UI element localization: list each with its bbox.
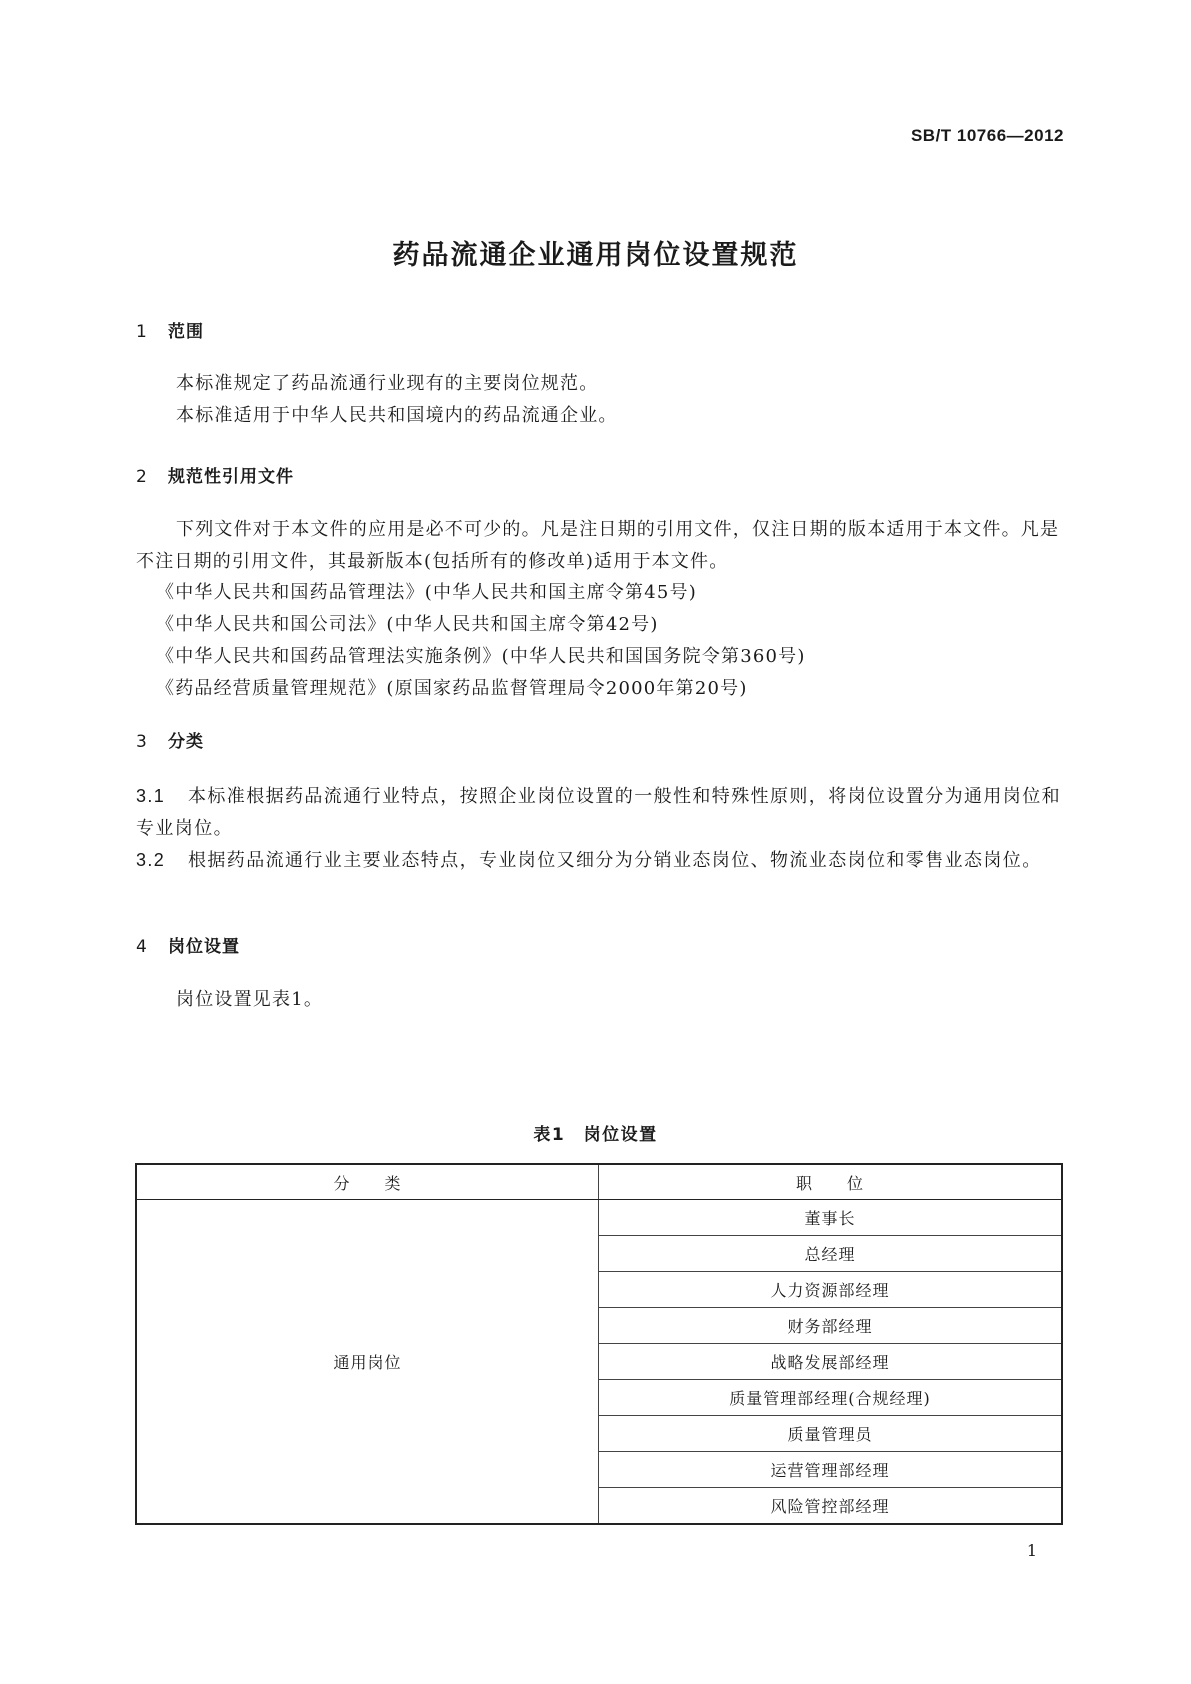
section-3-heading [136,727,204,752]
section-title: 分类 [168,732,204,752]
clause-text: 本标准根据药品流通行业特点，按照企业岗位设置的一般性和特殊性原则，将岗位设置分为通用岗位和专业岗位。 [136,786,1061,839]
table-header-row [136,1164,1062,1200]
position-cell: 质量管理员 [599,1416,1063,1452]
section-title: 岗位设置 [168,937,240,957]
position-cell: 财务部经理 [599,1308,1063,1344]
section-title: 规范性引用文件 [168,467,294,487]
standard-code: SB/T 10766—2012 [910,126,1064,145]
reference-item: 《药品经营质量管理规范》(原国家药品监督管理局令2000年第20号) [156,678,748,699]
section-number: 3 [136,732,148,752]
section-number: 1 [136,322,148,342]
column-header-position: 职 位 [599,1164,1063,1200]
position-cell: 董事长 [599,1200,1063,1236]
position-cell: 人力资源部经理 [599,1272,1063,1308]
reference-item: 《中华人民共和国药品管理法》(中华人民共和国主席令第45号) [156,582,697,603]
section-4-paragraph: 岗位设置见表1。 [176,989,324,1010]
section-1-paragraph-2: 本标准适用于中华人民共和国境内的药品流通企业。 [176,405,618,426]
clause-3-1 [136,780,1064,845]
section-number: 4 [136,937,148,957]
clause-text: 根据药品流通行业主要业态特点，专业岗位又细分为分销业态岗位、物流业态岗位和零售业态岗位。 [188,850,1042,871]
position-cell: 总经理 [599,1236,1063,1272]
column-header-category: 分 类 [136,1164,599,1200]
section-number: 2 [136,467,148,487]
position-cell: 运营管理部经理 [599,1452,1063,1488]
section-2-intro: 下列文件对于本文件的应用是必不可少的。凡是注日期的引用文件，仅注日期的版本适用于本文件。凡是不注日期的引用文件，其最新版本(包括所有的修改单)适用于本文件。 [136,519,1060,572]
position-cell: 质量管理部经理(合规经理) [599,1380,1063,1416]
position-cell: 风险管控部经理 [599,1488,1063,1525]
position-cell: 战略发展部经理 [599,1344,1063,1380]
clause-number: 3.1 [136,786,166,806]
clause-3-2 [136,844,1064,877]
section-1-heading [136,317,204,342]
clause-number: 3.2 [136,850,166,870]
section-2-heading [136,462,294,487]
positions-table [135,1163,1063,1525]
section-4-heading [136,932,240,957]
document-title: 药品流通企业通用岗位设置规范 [392,240,799,271]
page-number: 1 [1026,1541,1037,1560]
reference-item: 《中华人民共和国公司法》(中华人民共和国主席令第42号) [156,614,659,635]
reference-item: 《中华人民共和国药品管理法实施条例》(中华人民共和国国务院令第360号) [156,646,806,667]
section-1-paragraph-1: 本标准规定了药品流通行业现有的主要岗位规范。 [176,373,599,394]
table-row [136,1200,1062,1236]
table-caption: 表1 岗位设置 [533,1125,658,1145]
section-title: 范围 [168,322,204,342]
category-cell: 通用岗位 [136,1200,599,1525]
